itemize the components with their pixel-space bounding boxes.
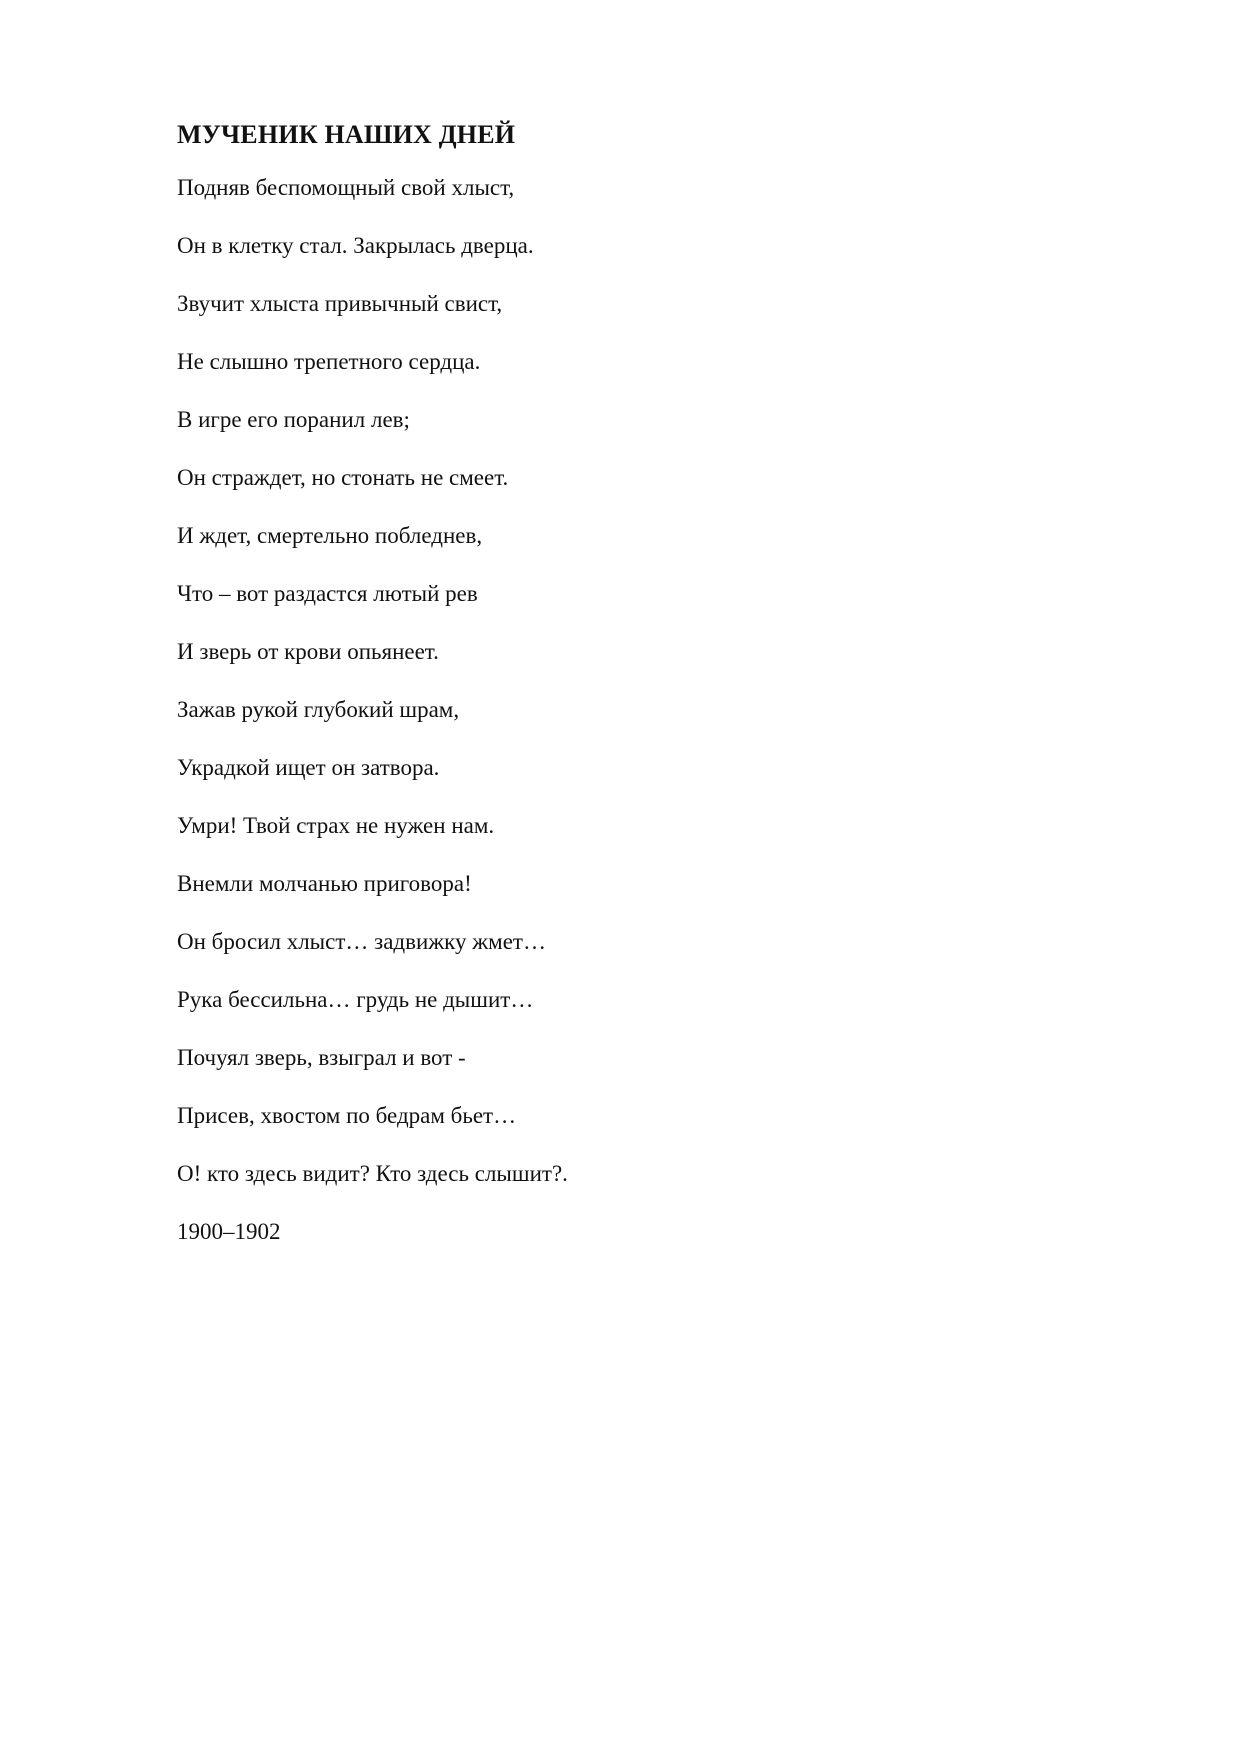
poem-line: Почуял зверь, взыграл и вот -: [177, 1045, 466, 1070]
poem-line: Внемли молчанью приговора!: [177, 871, 472, 896]
poem-line: Он бросил хлыст… задвижку жмет…: [177, 929, 546, 954]
poem-line: Присев, хвостом по бедрам бьет…: [177, 1103, 517, 1128]
poem-line: Подняв беспомощный свой хлыст,: [177, 175, 515, 200]
poem-title: МУЧЕНИК НАШИХ ДНЕЙ: [177, 120, 516, 149]
poem-lines: [177, 174, 1077, 1188]
poem-line: Зажав рукой глубокий шрам,: [177, 697, 460, 722]
poem-date: 1900–1902: [177, 1219, 281, 1244]
poem-line: Рука бессильна… грудь не дышит…: [177, 987, 534, 1012]
poem-line: Умри! Твой страх не нужен нам.: [177, 813, 495, 838]
poem-line: В игре его поранил лев;: [177, 407, 410, 432]
poem-line: Он страждет, но стонать не смеет.: [177, 465, 509, 490]
poem: [177, 116, 1077, 1246]
poem-line: Украдкой ищет он затвора.: [177, 755, 440, 780]
poem-line: О! кто здесь видит? Кто здесь слышит?.: [177, 1161, 568, 1186]
poem-line: И ждет, смертельно побледнев,: [177, 523, 483, 548]
poem-line: Не слышно трепетного сердца.: [177, 349, 481, 374]
poem-line: Что – вот раздастся лютый рев: [177, 581, 478, 606]
poem-line: Он в клетку стал. Закрылась дверца.: [177, 233, 534, 258]
poem-line: И зверь от крови опьянеет.: [177, 639, 439, 664]
poem-line: Звучит хлыста привычный свист,: [177, 291, 503, 316]
